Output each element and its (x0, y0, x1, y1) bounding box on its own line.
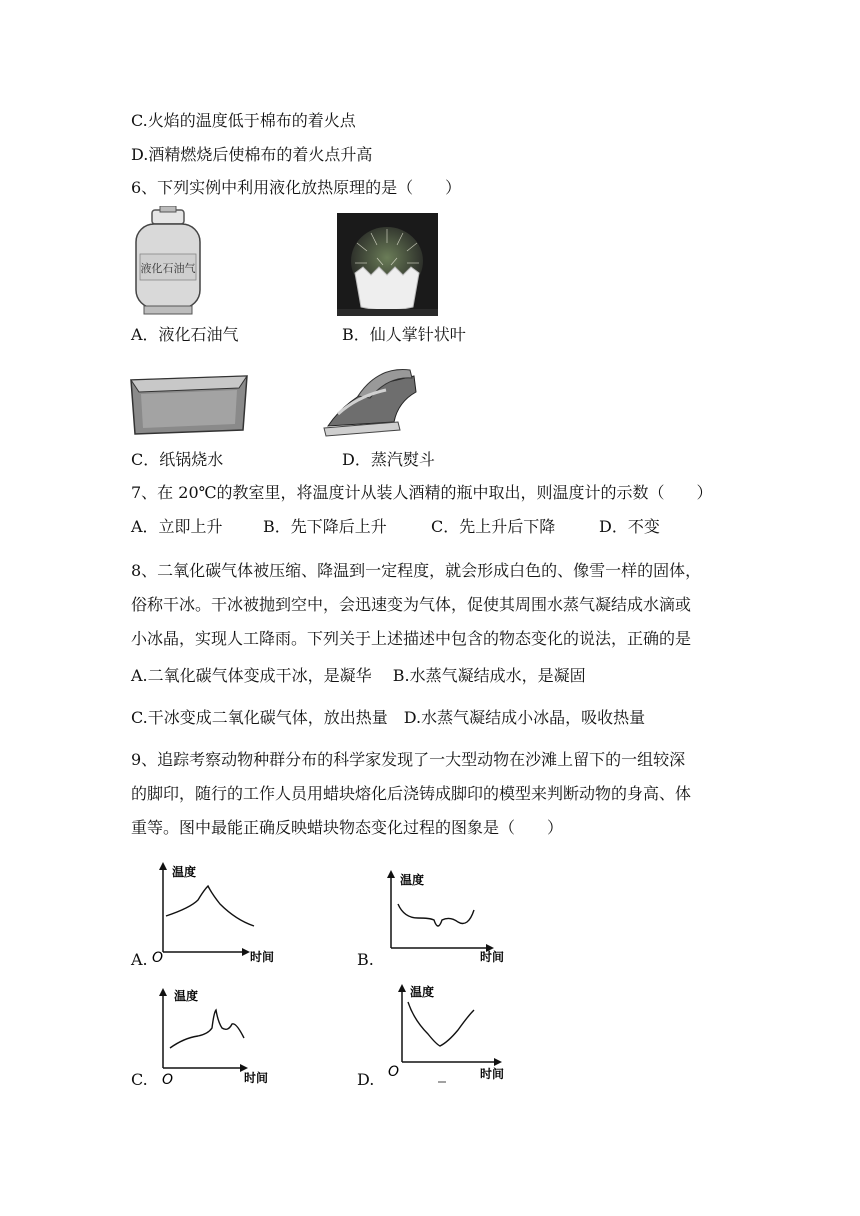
question-8-options-cd: C.干冰变成二氧化碳气体，放出热量 D.水蒸气凝结成小冰晶，吸收热量 (131, 708, 646, 727)
question-9-option-d[interactable]: D. (357, 1070, 375, 1089)
question-9-stem-line-2: 的脚印，随行的工作人员用蜡块熔化后浇铸成脚印的模型来判断动物的身高、体 (131, 784, 692, 803)
graph-b-y-label: 温度 (400, 873, 425, 887)
graph-a-y-label: 温度 (172, 865, 197, 879)
question-9-option-a[interactable]: A. (131, 950, 148, 969)
question-7-option-c: C．先上升后下降 (431, 517, 556, 536)
graph-d-origin: O (388, 1064, 400, 1080)
question-7-option-b: B．先下降后上升 (263, 517, 387, 536)
question-8-stem-line-3: 小冰晶，实现人工降雨。下列关于上述描述中包含的物态变化的说法，正确的是 (131, 629, 692, 648)
question-6-option-b: B．仙人掌针状叶 (342, 325, 466, 344)
cactus-image (337, 213, 438, 316)
question-8-stem-line-1: 8、二氧化碳气体被压缩、降温到一定程度，就会形成白色的、像雪一样的固体， (131, 561, 702, 580)
graph-c-x-label: 时间 (244, 1071, 269, 1085)
graph-a-origin: O (152, 950, 164, 965)
lpg-tank-image (130, 206, 206, 316)
question-9-option-c[interactable]: C. (131, 1070, 148, 1089)
question-5-option-d: D.酒精燃烧后使棉布的着火点升高 (131, 145, 373, 164)
question-9-stem-line-1: 9、追踪考察动物种群分布的科学家发现了一大型动物在沙滩上留下的一组较深 (131, 750, 686, 769)
question-8-options-ab: A.二氧化碳气体变成干冰，是凝华 B.水蒸气凝结成水，是凝固 (131, 666, 586, 685)
question-5-option-c: C.火焰的温度低于棉布的着火点 (131, 111, 356, 130)
question-7-option-d: D．不变 (599, 517, 660, 536)
question-6-option-c: C．纸锅烧水 (131, 450, 224, 469)
question-8-stem-line-2: 俗称干冰。干冰被抛到空中，会迅速变为气体，促使其周围水蒸气凝结成水滴或 (131, 595, 692, 614)
graph-d-y-label: 温度 (410, 985, 435, 999)
question-9-option-b[interactable]: B. (357, 950, 374, 969)
graph-c (150, 982, 285, 1087)
question-7-stem: 7、在 20℃的教室里，将温度计从装人酒精的瓶中取出，则温度计的示数（ ） (131, 483, 713, 502)
question-7-option-a: A．立即上升 (131, 517, 223, 536)
graph-d-x-label: 时间 (480, 1067, 505, 1081)
graph-b-x-label: 时间 (480, 950, 505, 964)
graph-a-x-label: 时间 (250, 950, 275, 964)
graph-b (378, 868, 513, 968)
graph-d (378, 980, 513, 1085)
question-9-stem-line-3: 重等。图中最能正确反映蜡块物态变化过程的图象是（ ） (131, 818, 564, 837)
question-6-option-a: A．液化石油气 (131, 325, 239, 344)
tank-label: 液化石油气 (140, 262, 196, 275)
graph-a (150, 860, 285, 965)
steam-iron-image (318, 356, 422, 440)
graph-c-origin: O (162, 1072, 174, 1087)
question-6-stem: 6、下列实例中利用液化放热原理的是（ ） (131, 178, 462, 197)
question-6-option-d: D．蒸汽熨斗 (342, 450, 435, 469)
paper-pot-image (127, 370, 251, 438)
graph-c-y-label: 温度 (174, 989, 199, 1003)
